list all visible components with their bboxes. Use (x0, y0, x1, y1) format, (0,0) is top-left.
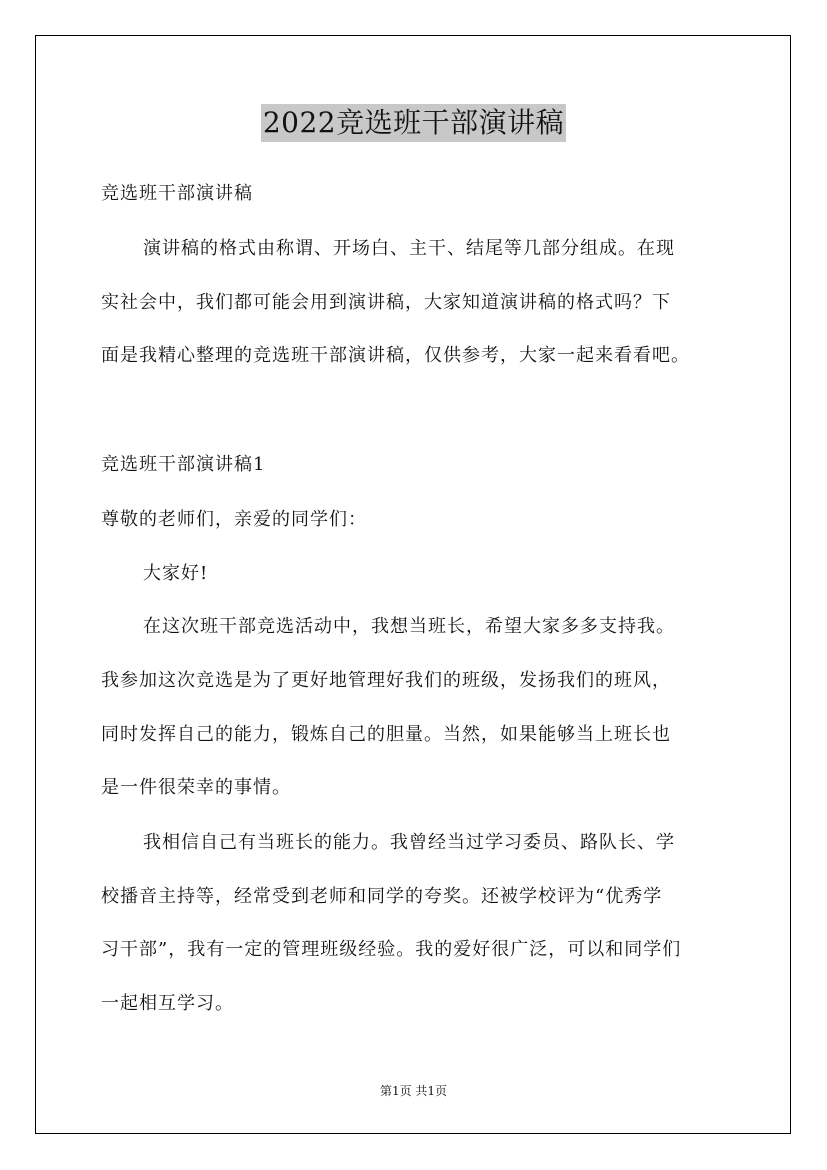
salutation: 尊敬的老师们，亲爱的同学们： (101, 509, 367, 530)
document-title: 2022竞选班干部演讲稿 (261, 104, 566, 142)
greeting: 大家好! (143, 563, 209, 584)
intro-line-1: 演讲稿的格式由称谓、开场白、主干、结尾等几部分组成。在现 (143, 238, 675, 259)
paragraph1-line-4: 是一件很荣幸的事情。 (101, 777, 291, 798)
document-subtitle: 竞选班干部演讲稿 (101, 183, 253, 204)
intro-line-2: 实社会中，我们都可能会用到演讲稿，大家知道演讲稿的格式吗？下 (101, 292, 671, 313)
paragraph2-line-3: 习干部”，我有一定的管理班级经验。我的爱好很广泛，可以和同学们 (101, 939, 682, 960)
paragraph1-line-2: 我参加这次竞选是为了更好地管理好我们的班级，发扬我们的班风， (101, 670, 671, 691)
section-heading: 竞选班干部演讲稿1 (101, 454, 266, 475)
paragraph2-line-4: 一起相互学习。 (101, 993, 234, 1014)
paragraph1-line-1: 在这次班干部竞选活动中，我想当班长，希望大家多多支持我。 (143, 616, 675, 637)
paragraph2-line-1: 我相信自己有当班长的能力。我曾经当过学习委员、路队长、学 (143, 832, 675, 853)
intro-line-3: 面是我精心整理的竞选班干部演讲稿，仅供参考，大家一起来看看吧。 (101, 345, 690, 366)
paragraph2-line-2: 校播音主持等，经常受到老师和同学的夸奖。还被学校评为“优秀学 (101, 886, 663, 907)
title-container (0, 104, 827, 142)
paragraph1-line-3: 同时发挥自己的能力，锻炼自己的胆量。当然，如果能够当上班长也 (101, 724, 671, 745)
page-number-footer: 第1页 共1页 (379, 1084, 448, 1098)
